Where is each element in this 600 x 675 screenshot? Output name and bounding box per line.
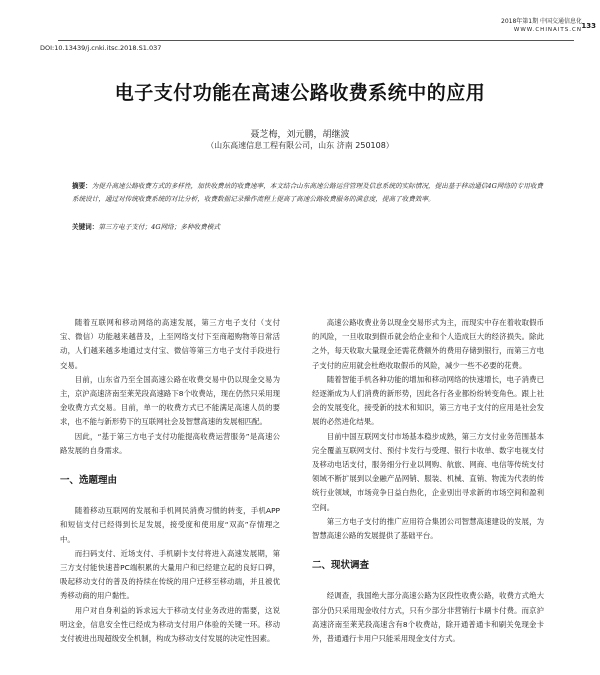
paragraph: 因此，“基于第三方电子支付功能提高收费运营服务”是高速公路发展的自身需求。: [60, 431, 280, 455]
paragraph: 目前，山东省乃至全国高速公路在收费交易中仍以现金交易为主，京沪高速济南至莱芜段高速路下8个收费站，现在仍然只采用现金收费方式交易。目前，单一的收费方式已不能满足高速人员的要求，也不能与新形势下的互联网社会及智慧高速的发展相匹配。: [60, 374, 280, 427]
right-column: [312, 316, 544, 646]
section-heading: 二、现状调查: [312, 560, 370, 572]
paragraph: 随着移动互联网的发展和手机网民消费习惯的转变，手机APP和短信支付已经得到长足发展，接受度和使用度“双高”存情理之中。: [60, 506, 280, 544]
doi: DOI:10.13439/j.cnki.itsc.2018.S1.037: [40, 44, 162, 52]
running-header: [501, 18, 596, 34]
affiliation: （山东高速信息工程有限公司，山东 济南 250108）: [206, 141, 394, 150]
paragraph: 随着智能手机各种功能的增加和移动网络的快速增长，电子消费已经逐渐成为人们消费的新形势，因此各行各业都纷纷转变角色。跟上社会的发展变化，接受新的技术和知识，第三方电子支付的应用是社会发展的必然进化结果。: [312, 374, 544, 427]
paragraph: 随着互联网和移动网络的高速发展，第三方电子支付（支付宝、微信）功能越来越普及，上至网络支付下至商超购物等日常活动，人们越来越多地通过支付宝、微信等第三方电子支付手段进行交易。: [60, 318, 280, 370]
journal-name: 2018年第1期 中国交通信息化: [501, 18, 582, 25]
paragraph: 经调查，我国绝大部分高速公路为区段性收费公路，收费方式绝大部分仍只采用现金收付方式，只有少部分非营销行卡刷卡付费。而京沪高速济南至莱芜段高速含有8个收费站，除开通普通卡和刷关免现金卡外，普通通行卡用户只能采用现金支付方式。: [312, 591, 544, 644]
left-column: [60, 316, 280, 646]
page-number: 133: [581, 22, 596, 30]
paragraph: 第三方电子支付的推广应用符合集团公司智慧高速建设的发展，为智慧高速公路的发展提供了基础平台。: [312, 516, 544, 541]
paragraph: 高速公路收费业务以现金交易形式为主，而现实中存在着收取假币的风险，一旦收取到假币就会给企业和个人造成巨大的经济损失。除此之外，每天收取大量现金还需花费额外的费用存储到银行，而第三方电子支付的应用就会杜绝收取假币的风险，减少一些不必要的花费。: [312, 318, 544, 370]
abstract-label: 摘要：: [72, 182, 92, 190]
paper-title: 电子支付功能在高速公路收费系统中的应用: [114, 82, 486, 104]
authors: 聂芝梅，刘元鹏，胡继波: [250, 130, 350, 140]
header-rule: [58, 40, 574, 41]
keywords: [72, 221, 548, 233]
section-heading: 一、选题理由: [60, 475, 118, 487]
keywords-label: 关键词：: [72, 223, 99, 231]
abstract: [72, 180, 548, 206]
paragraph: 用户对自身利益的诉求远大于移动支付业务改进的需要，这说明这金，信息安全性已经成为移动支付用户体验的关键一环。移动支付被进出现超级安全机制，构成为移动支付发展的决定性因素。: [60, 605, 280, 644]
keywords-text: 第三方电子支付；4G网络；多种收费模式: [98, 223, 220, 231]
paragraph: 目前中国互联网支付市场基本稳步成熟，第三方支付业务范围基本完全覆盖互联网支付、预付卡发行与受理、银行卡收单、数字电视支付及移动电话支付，服务细分行业以网购、航旅、网商、电信等传统支付领域不断扩展到以金融产品网销、服装、机械、直销、物流为代表的传统行业领域，市场竞争日益白热化，企业别出寻求新的市场空间和盈利空间。: [312, 431, 544, 512]
abstract-text: 为提升高速公路收费方式的多样性，加快收费站的收费速率，本文结合山东高速公路运营管理及信息系统的实际情况，提出基于移动通信4G网络的专用收费系统设计，通过对传统收费系统的对比分析，收费数据记录操作流程上提高了高速公路收费服务的满意度，提高了收费效率。: [72, 182, 544, 203]
paragraph: 而扫码支付、近场支付、手机刷卡支付将进入高速发展期，第三方支付能快速普PC端积累的大量用户和已经建立起的良好口碑，吸起移动支付的普及的持续在传统的用户迁移至移动端，并且被优秀移动商的用户黏性。: [60, 548, 280, 601]
journal-website: WWW.CHINAITS.CN: [513, 27, 582, 33]
